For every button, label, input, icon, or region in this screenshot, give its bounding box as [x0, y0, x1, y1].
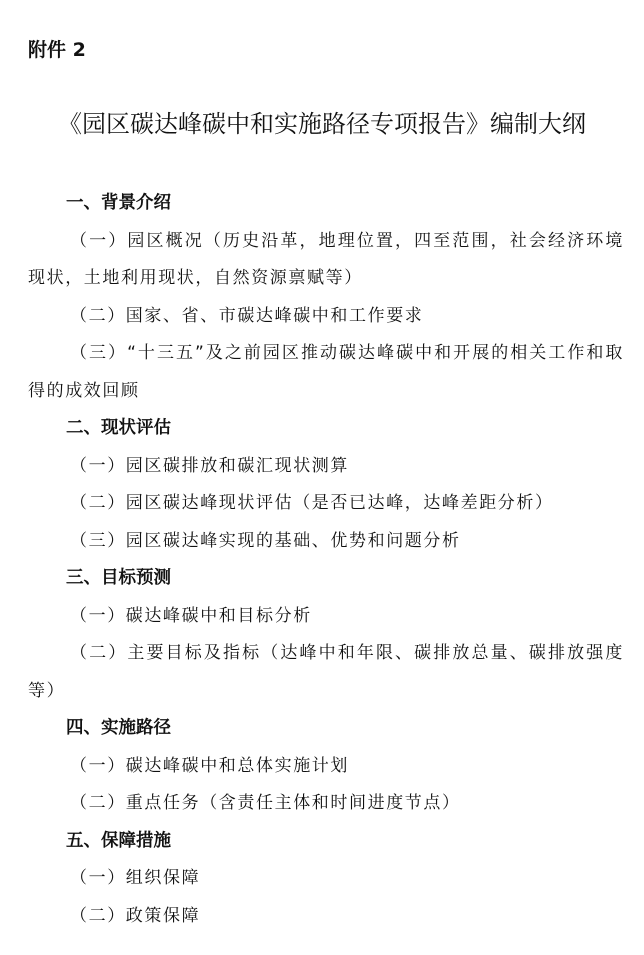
section-heading: 五、保障措施 [66, 830, 171, 851]
outline-item: （一）碳达峰碳中和总体实施计划 [70, 755, 349, 776]
section-implementation-path [28, 710, 624, 823]
outline-item: （一）园区碳排放和碳汇现状测算 [70, 455, 349, 476]
document-title: 《园区碳达峰碳中和实施路径专项报告》编制大纲 [58, 110, 586, 138]
outline-item: （一）组织保障 [70, 868, 201, 888]
outline [28, 185, 624, 935]
outline-item: （三）“十三五”及之前园区推动碳达峰碳中和开展的相关工作和取得的成效回顾 [28, 343, 624, 401]
section-heading: 四、实施路径 [66, 718, 171, 738]
outline-item: （二）重点任务（含责任主体和时间进度节点） [70, 793, 461, 813]
section-status-assessment [28, 410, 624, 560]
outline-item: （二）主要目标及指标（达峰中和年限、碳排放总量、碳排放强度等） [28, 643, 624, 701]
section-heading: 二、现状评估 [66, 418, 171, 438]
section-safeguards [28, 823, 624, 936]
section-heading: 一、背景介绍 [66, 193, 171, 213]
outline-item: （一）碳达峰碳中和目标分析 [70, 605, 312, 626]
outline-item: （二）政策保障 [70, 905, 201, 926]
outline-item: （二）国家、省、市碳达峰碳中和工作要求 [70, 305, 424, 326]
section-background [28, 185, 624, 410]
attachment-label: 附件 2 [28, 39, 86, 61]
outline-item: （二）园区碳达峰现状评估（是否已达峰，达峰差距分析） [70, 493, 554, 513]
section-heading: 三、目标预测 [66, 568, 171, 588]
section-target-forecast [28, 560, 624, 710]
outline-item: （一）园区概况（历史沿革，地理位置，四至范围，社会经济环境现状，土地利用现状，自然资源禀赋等） [28, 230, 624, 288]
outline-item: （三）园区碳达峰实现的基础、优势和问题分析 [70, 530, 461, 551]
